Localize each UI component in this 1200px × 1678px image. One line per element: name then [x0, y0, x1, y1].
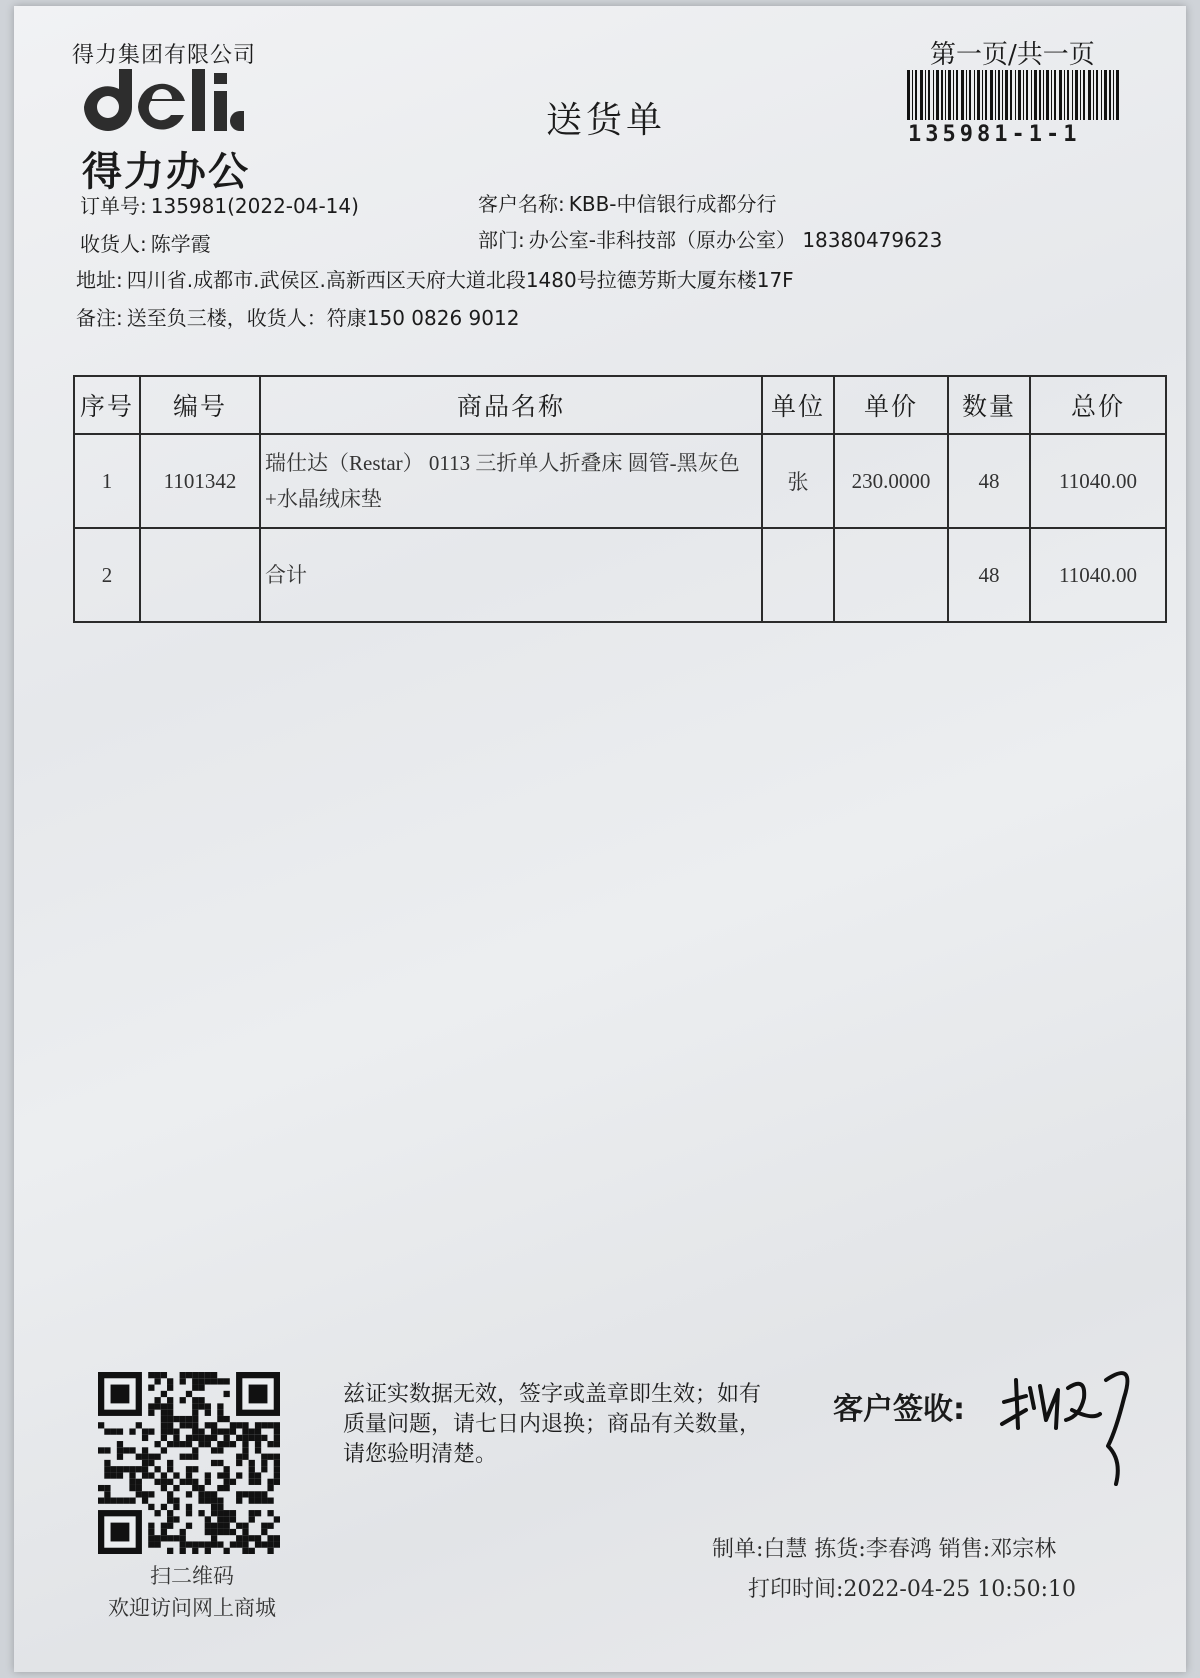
qr-caption-line1: 扫二维码 [150, 1564, 234, 1588]
department-label: 部门: [478, 228, 525, 252]
header-seq: 序号 [74, 376, 140, 434]
cell-unit-price: 230.0000 [834, 434, 948, 528]
address-label: 地址: [76, 268, 123, 292]
cell-unit: 张 [762, 434, 834, 528]
header-unit: 单位 [762, 376, 834, 434]
address-field [76, 264, 794, 293]
table-row-summary [74, 528, 1166, 622]
items-table [73, 375, 1167, 623]
receiver-label: 收货人: [80, 232, 147, 256]
qr-code-image [98, 1372, 280, 1554]
receiver-field [80, 228, 211, 257]
print-time: 打印时间:2022-04-25 10:50:10 [748, 1577, 1077, 1602]
header-code: 编号 [140, 376, 260, 434]
receiver-value: 陈学霞 [150, 232, 211, 256]
cell-seq: 2 [74, 528, 140, 622]
remark-field [76, 302, 519, 331]
header-unit-price: 单价 [834, 376, 948, 434]
customer-name-field [478, 188, 777, 217]
table-row [74, 434, 1166, 528]
header-product-name: 商品名称 [260, 376, 762, 434]
remark-label: 备注: [76, 306, 123, 330]
document-title: 送货单 [546, 100, 667, 141]
cell-seq: 1 [74, 434, 140, 528]
address-value: 四川省.成都市.武侯区.高新西区天府大道北段1480号拉德芳斯大厦东楼17F [126, 268, 794, 292]
customer-name-value: KBB-中信银行成都分行 [568, 192, 777, 216]
remark-value: 送至负三楼，收货人：符康150 0826 9012 [126, 306, 520, 330]
header-total-price: 总价 [1030, 376, 1166, 434]
customer-name-label: 客户名称: [478, 192, 565, 216]
order-number-value: 135981(2022-04-14) [150, 194, 359, 218]
barcode-image [907, 70, 1121, 120]
order-number-field [80, 190, 359, 219]
department-value: 办公室-非科技部（原办公室） 18380479623 [528, 228, 943, 252]
staff-info: 制单:白慧 拣货:李春鸿 销售:邓宗林 [712, 1537, 1057, 1562]
order-number-label: 订单号: [80, 194, 147, 218]
cell-code: 1101342 [140, 434, 260, 528]
cell-product-name: 瑞仕达（Restar） 0113 三折单人折叠床 圆管-黑灰色+水晶绒床垫 [260, 434, 762, 528]
company-name: 得力集团有限公司 [72, 43, 257, 68]
logo-chinese-text: 得力办公 [82, 149, 250, 195]
cell-total-price: 11040.00 [1030, 528, 1166, 622]
department-field [478, 224, 942, 253]
deli-logo-mark [80, 69, 270, 139]
cell-code [140, 528, 260, 622]
customer-signature-label: 客户签收: [833, 1392, 965, 1427]
barcode-number: 135981-1-1 [908, 122, 1081, 147]
cell-quantity: 48 [948, 434, 1030, 528]
header-quantity: 数量 [948, 376, 1030, 434]
notice-text: 兹证实数据无效，签字或盖章即生效；如有质量问题，请七日内退换；商品有关数量，请您验明清楚。 [343, 1382, 762, 1467]
cell-unit [762, 528, 834, 622]
cell-product-name: 合计 [260, 528, 762, 622]
customer-signature [996, 1350, 1146, 1490]
cell-total-price: 11040.00 [1030, 434, 1166, 528]
qr-caption-line2: 欢迎访问网上商城 [108, 1596, 276, 1620]
table-header-row [74, 376, 1166, 434]
cell-quantity: 48 [948, 528, 1030, 622]
page-indicator: 第一页/共一页 [930, 40, 1095, 70]
cell-unit-price [834, 528, 948, 622]
